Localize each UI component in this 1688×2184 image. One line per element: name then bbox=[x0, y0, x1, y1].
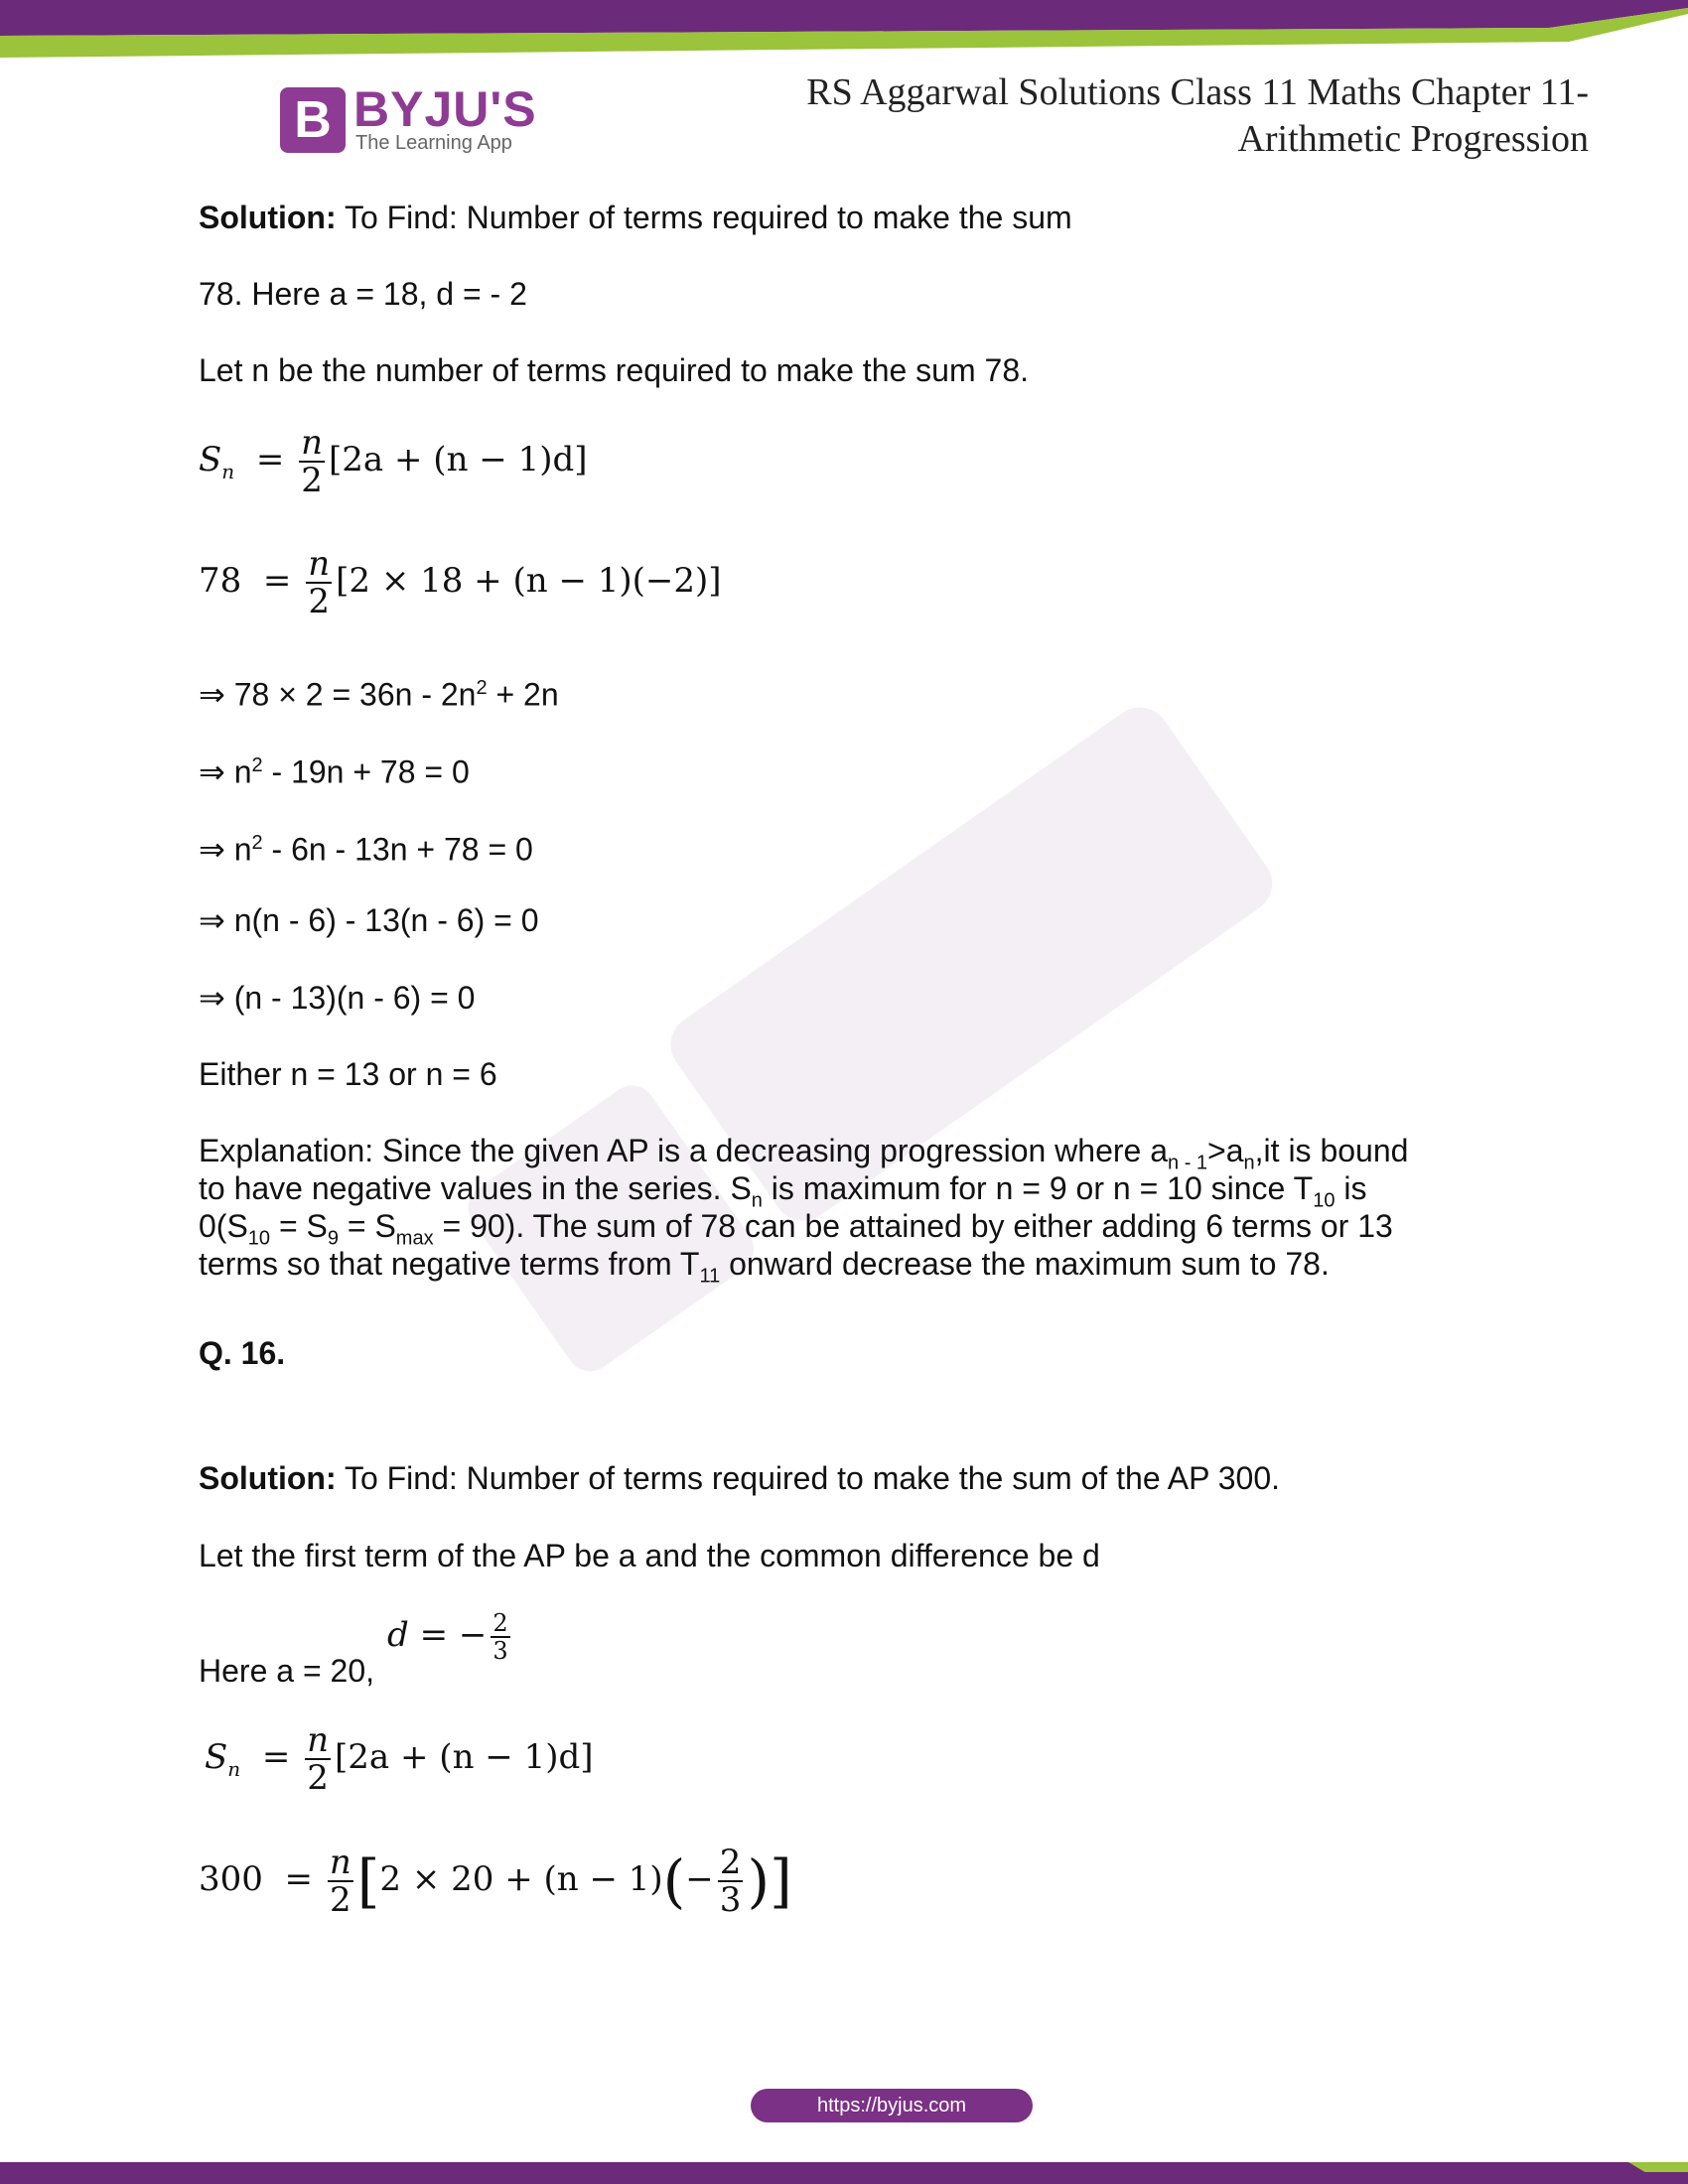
exp-sub: n bbox=[1243, 1152, 1255, 1174]
solution-2-intro bbox=[199, 1459, 1280, 1497]
fraction-n-over-2 bbox=[328, 1844, 353, 1918]
step-3-text: ⇒ n bbox=[199, 831, 252, 868]
frac-denominator: 3 bbox=[719, 1880, 742, 1920]
step-6: Either n = 13 or n = 6 bbox=[199, 1056, 497, 1092]
formula-equals: = bbox=[261, 1737, 291, 1777]
step-1-end: + 2n bbox=[487, 676, 559, 713]
title-line-2: Arithmetic Progression bbox=[1237, 118, 1589, 160]
exp-text: >a bbox=[1207, 1133, 1244, 1168]
equation-78-equals: = bbox=[262, 561, 292, 601]
frac-numerator: n bbox=[301, 423, 324, 463]
sum-formula-1 bbox=[199, 425, 588, 498]
exp-text: = 90). The sum of 78 can be attained by either adding 6 terms or 13 bbox=[433, 1208, 1393, 1244]
formula-equals: = bbox=[255, 440, 285, 479]
exp-sub: max bbox=[395, 1227, 434, 1250]
bottom-footer-band bbox=[0, 2154, 1688, 2184]
frac-numerator: n bbox=[307, 1720, 330, 1760]
d-symbol: d bbox=[387, 1615, 409, 1655]
formula-S: S bbox=[205, 1737, 228, 1777]
byjus-logo bbox=[280, 81, 538, 159]
step-1-text: ⇒ 78 × 2 = 36n - 2n bbox=[199, 676, 477, 713]
formula-S: S bbox=[199, 440, 222, 479]
equation-300-minus: − bbox=[685, 1859, 714, 1899]
d-equals: = − bbox=[419, 1615, 488, 1655]
frac-numerator: n bbox=[329, 1843, 352, 1882]
solution-label: Solution: bbox=[199, 1460, 337, 1496]
frac-denominator: 2 bbox=[301, 461, 323, 500]
exp-text: = S bbox=[338, 1208, 396, 1244]
fraction-n-over-2 bbox=[299, 425, 325, 498]
solution-1-given: 78. Here a = 18, d = - 2 bbox=[199, 276, 527, 312]
step-2-end: - 19n + 78 = 0 bbox=[262, 753, 470, 790]
equation-300-lhs: 300 bbox=[199, 1859, 263, 1899]
fraction-2-over-3 bbox=[491, 1610, 509, 1664]
exp-sub: 11 bbox=[699, 1265, 721, 1288]
step-2-text: ⇒ n bbox=[199, 753, 252, 790]
frac-denominator: 2 bbox=[308, 582, 330, 621]
exp-text: terms so that negative terms from T bbox=[199, 1246, 700, 1282]
formula-sub-n: n bbox=[227, 1756, 241, 1781]
solution-1-intro bbox=[199, 199, 1072, 236]
solution-1-let: Let n be the number of terms required to make the sum 78. bbox=[199, 352, 1029, 388]
exp-sub: n - 1 bbox=[1168, 1152, 1208, 1174]
frac-numerator: 2 bbox=[719, 1843, 742, 1882]
title-line-1: RS Aggarwal Solutions Class 11 Maths Chapter 11- bbox=[806, 71, 1589, 113]
step-2 bbox=[199, 747, 470, 791]
solution-1-text: To Find: Number of terms required to make the sum bbox=[336, 200, 1072, 235]
step-1-sup: 2 bbox=[476, 677, 488, 699]
logo-b-icon: B bbox=[280, 87, 346, 153]
fraction-n-over-2 bbox=[306, 546, 332, 619]
exp-sub: 10 bbox=[247, 1227, 271, 1250]
explanation-line-4 bbox=[199, 1245, 1330, 1295]
step-4: ⇒ n(n - 6) - 13(n - 6) = 0 bbox=[199, 902, 539, 938]
byjus-watermark-icon bbox=[377, 635, 1370, 1430]
exp-text: Explanation: Since the given AP is a decreasing progression where a bbox=[199, 1133, 1169, 1168]
step-3-end: - 6n - 13n + 78 = 0 bbox=[262, 831, 533, 868]
frac-denominator: 2 bbox=[329, 1880, 352, 1920]
step-2-sup: 2 bbox=[251, 754, 263, 776]
formula-body: [2a + (n − 1)d] bbox=[329, 440, 588, 479]
step-1 bbox=[199, 669, 559, 714]
exp-text: to have negative values in the series. S bbox=[199, 1170, 752, 1206]
step-5: ⇒ (n - 13)(n - 6) = 0 bbox=[199, 980, 476, 1016]
top-header-band bbox=[0, 0, 1688, 60]
logo-wordmark: BYJU'S bbox=[353, 81, 537, 137]
frac-numerator: n bbox=[308, 544, 331, 584]
footer-url-link[interactable]: https://byjus.com bbox=[751, 2089, 1033, 2122]
question-16-label: Q. 16. bbox=[199, 1335, 286, 1371]
exp-text: is maximum for n = 9 or n = 10 since T bbox=[762, 1170, 1314, 1206]
exp-sub: n bbox=[751, 1189, 763, 1212]
step-3-sup: 2 bbox=[251, 832, 263, 854]
page-title bbox=[695, 69, 1589, 163]
equation-78: 78 = $\frac{n}{2}$ [2 × 18 + (n − 1)(−2)] bbox=[199, 544, 722, 621]
frac-numerator: 2 bbox=[492, 1609, 508, 1637]
solution-2-given: Here a = 20, bbox=[199, 1653, 374, 1689]
exp-sub: 10 bbox=[1313, 1189, 1336, 1212]
equation-78-lhs: 78 bbox=[199, 561, 242, 601]
exp-text: 0(S bbox=[199, 1208, 248, 1244]
exp-text: = S bbox=[270, 1208, 328, 1244]
exp-text: ,it is bound bbox=[1254, 1133, 1409, 1168]
equation-78-inner: 2 × 18 + (n − 1)(−2) bbox=[349, 561, 709, 601]
formula-body: [2a + (n − 1)d] bbox=[335, 1737, 594, 1777]
logo-tagline: The Learning App bbox=[355, 132, 512, 154]
fraction-2-over-3 bbox=[718, 1844, 744, 1918]
exp-sub: 9 bbox=[327, 1227, 339, 1250]
formula-sub-n: n bbox=[221, 459, 235, 483]
equation-300-inner: 2 × 20 + (n − 1) bbox=[379, 1859, 663, 1899]
solution-2-text: To Find: Number of terms required to make the sum of the AP 300. bbox=[336, 1460, 1281, 1496]
sum-formula-2 bbox=[205, 1722, 594, 1796]
exp-text: is bbox=[1335, 1170, 1367, 1206]
solution-label: Solution: bbox=[199, 200, 337, 235]
d-value bbox=[387, 1610, 514, 1664]
exp-text: onward decrease the maximum sum to 78. bbox=[720, 1246, 1330, 1282]
step-3 bbox=[199, 824, 533, 869]
equation-300-equals: = bbox=[284, 1859, 314, 1899]
frac-denominator: 3 bbox=[492, 1637, 508, 1665]
solution-2-let: Let the first term of the AP be a and the common difference be d bbox=[199, 1538, 1100, 1573]
frac-denominator: 2 bbox=[307, 1758, 329, 1798]
fraction-n-over-2 bbox=[305, 1722, 331, 1796]
equation-300: 300 = $\frac{n}{2}$ [2 × 20 + (n − 1)(− $\frac{2}{3}$ )] bbox=[199, 1843, 792, 1920]
